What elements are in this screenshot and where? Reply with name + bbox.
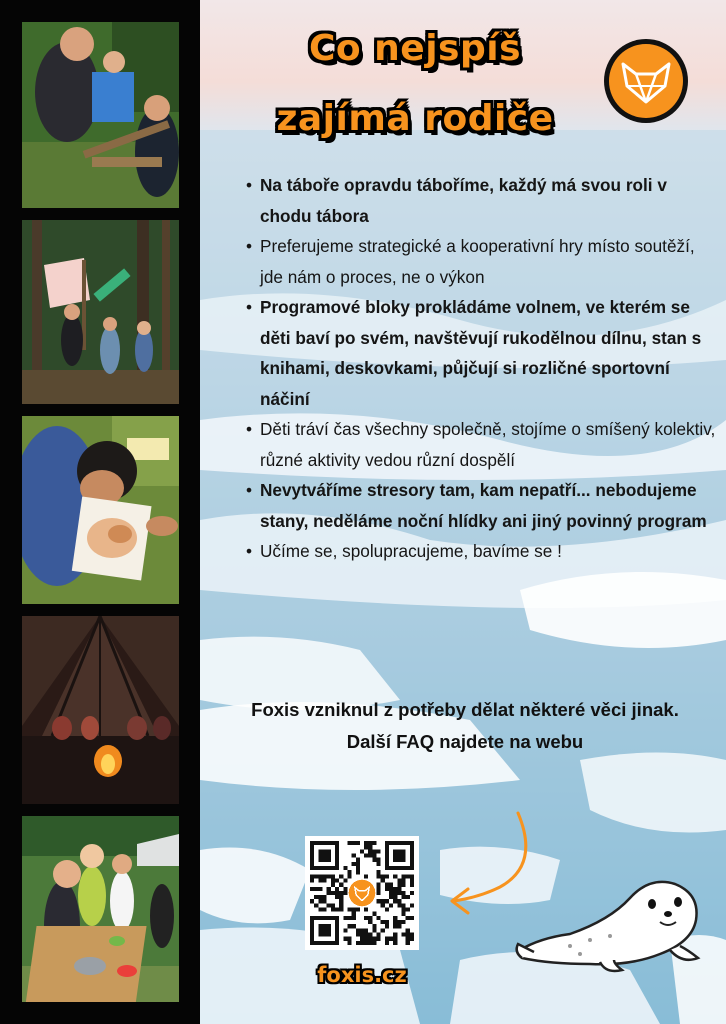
faq-item: • Programové bloky prokládáme volnem, ve kterém se děti baví po svém, navštěvují rukodělnou dílnu, stan s knihami, deskovkami, půjčují si rozličné sportovní náčiní xyxy=(246,292,716,414)
faq-item: • Nevytváříme stresory tam, kam nepatří... nebodujeme stany, neděláme noční hlídky ani jiný povinný program xyxy=(246,475,716,536)
photo-kids-forest-flag xyxy=(22,220,179,404)
website-link[interactable]: foxis.cz xyxy=(317,963,407,987)
closing-text xyxy=(205,694,725,757)
seal-icon xyxy=(510,868,710,978)
photo-teepee-fire xyxy=(22,616,179,804)
faq-item: • Učíme se, spolupracujeme, bavíme se ! xyxy=(246,536,716,567)
faq-item: • Na táboře opravdu táboříme, každý má svou roli v chodu tábora xyxy=(246,170,716,231)
closing-line2: Další FAQ najdete na webu xyxy=(346,730,584,752)
photo-boy-painting xyxy=(22,416,179,604)
faq-item: • Preferujeme strategické a kooperativní hry místo soutěží, jde nám o proces, ne o výkon xyxy=(246,231,716,292)
faq-item: • Děti tráví čas všechny společně, stojíme o smíšený kolektiv, různé aktivity vedou různí dospělí xyxy=(246,414,716,475)
photo-kids-cooking xyxy=(22,816,179,1002)
photo-kids-building xyxy=(22,22,179,208)
closing-line1: Foxis vzniknul z potřeby dělat některé věci jinak. xyxy=(251,699,679,720)
qr-code-icon xyxy=(310,841,414,945)
page-title-line1: Co nejspíš xyxy=(308,28,522,69)
qr-code[interactable] xyxy=(305,836,419,950)
photo-strip xyxy=(0,0,200,1024)
page-title-line2: zajímá rodiče xyxy=(276,98,554,139)
fox-logo-icon xyxy=(603,38,689,124)
faq-list xyxy=(246,170,716,567)
